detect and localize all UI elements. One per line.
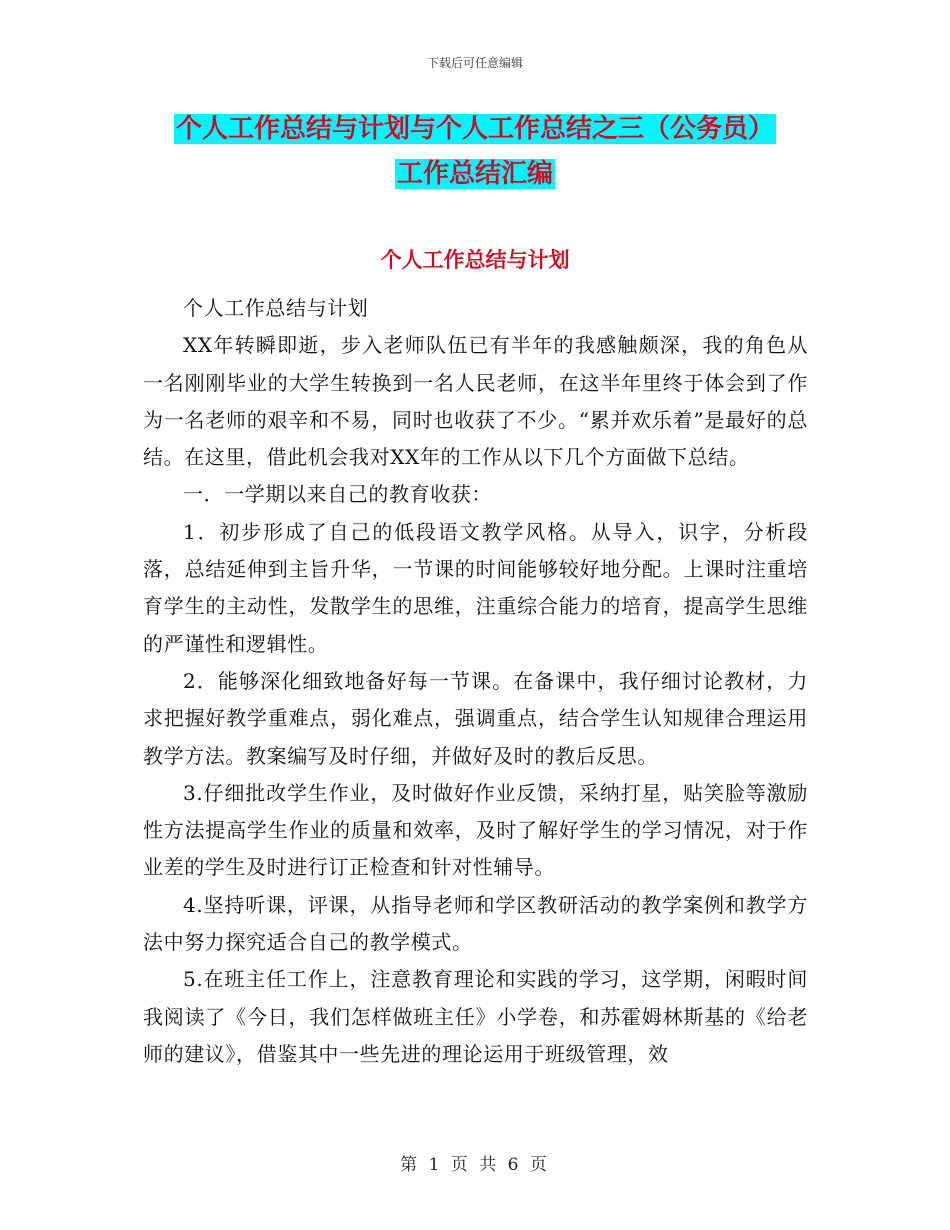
- title-highlight-2: 工作总结汇编: [396, 159, 553, 189]
- paragraph: 1．初步形成了自己的低段语文教学风格。从导入，识字，分析段落，总结延伸到主旨升华，一节课的时间能够较好地分配。上课时注重培育学生的主动性，发散学生的思维，注重综合能力的培育，提高学生思维的严谨性和逻辑性。: [143, 519, 808, 656]
- section-title: 个人工作总结与计划: [380, 248, 570, 272]
- header-note: 下载后可任意编辑: [426, 56, 523, 70]
- body-text: [143, 290, 808, 1073]
- paragraph: 个人工作总结与计划: [183, 296, 369, 320]
- document-title-line-1: [0, 107, 950, 151]
- document-title-line-2: [0, 152, 950, 196]
- paragraph: 3.仔细批改学生作业，及时做好作业反馈，采纳打星，贴笑脸等激励性方法提高学生作业的质量和效率，及时了解好学生的学习情况，对于作业差的学生及时进行订正检查和针对性辅导。: [143, 780, 808, 880]
- paragraph: 5.在班主任工作上，注意教育理论和实践的学习，这学期，闲暇时间我阅读了《今日，我们怎样做班主任》小学卷，和苏霍姆林斯基的《给老师的建议》，借鉴其中一些先进的理论运用于班级管理，效: [143, 967, 808, 1066]
- paragraph: 一．一学期以来自己的教育收获：: [183, 482, 492, 507]
- page-footer: 第 1 页 共 6 页: [400, 1155, 550, 1175]
- title-highlight-1: 个人工作总结与计划与个人工作总结之三（公务员）: [175, 114, 774, 144]
- paragraph: 2．能够深化细致地备好每一节课。在备课中，我仔细讨论教材，力求把握好教学重难点，弱化难点，强调重点，结合学生认知规律合理运用教学方法。教案编写及时仔细，并做好及时的教后反思。: [143, 668, 808, 768]
- paragraph: XX年转瞬即逝，步入老师队伍已有半年的我感触颇深，我的角色从一名刚刚毕业的大学生转换到一名人民老师，在这半年里终于体会到了作为一名老师的艰辛和不易，同时也收获了不少。“累并欢乐着”是最好的总结。在这里，借此机会我对XX年的工作从以下几个方面做下总结。: [143, 333, 808, 470]
- paragraph: 4.坚持听课，评课，从指导老师和学区教研活动的教学案例和教学方法中努力探究适合自己的教学模式。: [143, 892, 808, 955]
